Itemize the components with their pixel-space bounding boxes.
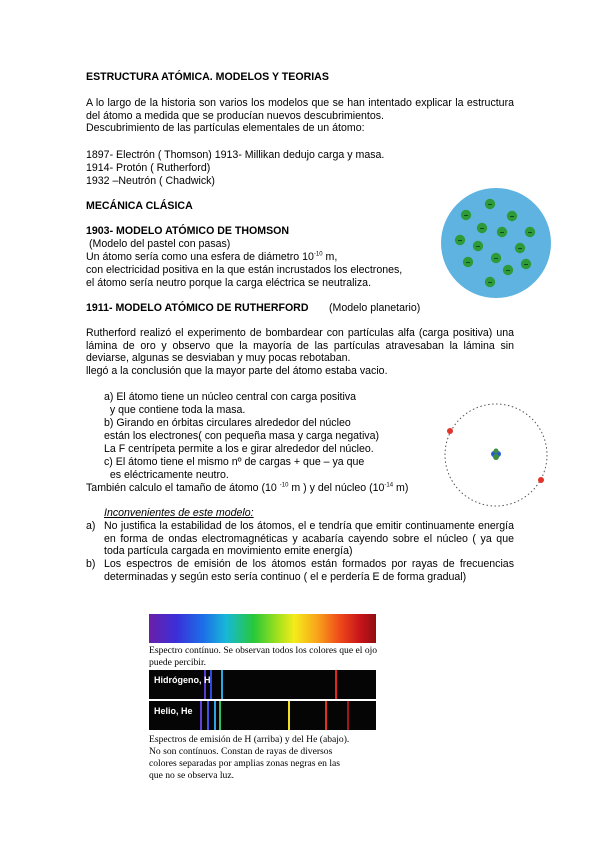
drawback-b-label: b)	[86, 558, 96, 570]
rutherford-point-a-cont: y que contiene toda la masa.	[104, 404, 246, 416]
emission-caption-3: colores separadas por amplias zonas negras en las	[149, 758, 341, 769]
electron-minus-sign: −	[487, 200, 493, 209]
electron-minus-sign: −	[509, 212, 515, 221]
electron-minus-sign: −	[499, 228, 505, 237]
thomson-text-2: con electricidad positiva en la que están incrustados los electrones,	[86, 264, 403, 276]
rutherford-heading: 1911- MODELO ATÓMICO DE RUTHERFORD	[86, 302, 309, 314]
electron-minus-sign: −	[475, 242, 481, 251]
rutherford-point-a: a) El átomo tiene un núcleo central con carga positiva	[104, 391, 357, 403]
hydrogen-label: Hidrógeno, H	[154, 675, 211, 685]
electron-minus-sign: −	[505, 266, 511, 275]
nucleus-size-unit: m)	[393, 482, 409, 494]
thomson-subtitle: (Modelo del pastel con pasas)	[89, 238, 231, 250]
he-line-green	[219, 701, 221, 730]
rutherford-point-b-cont: están los electrones( con pequeña masa y carga negativa)	[104, 430, 380, 442]
drawback-a-text: No justifica la estabilidad de los átomos, el e tendría que emitir continuamente energía en forma de ondas electromagnéticas y acabaría cayendo sobre el núcleo ( ya que toda partícula cargada en movimiento emite energía)	[104, 520, 514, 558]
electron-minus-sign: −	[493, 254, 499, 263]
helium-label: Helio, He	[154, 706, 193, 716]
nucleus	[491, 449, 501, 461]
he-line-violet	[200, 701, 202, 730]
electron-minus-sign: −	[517, 244, 523, 253]
he-line-cyan	[214, 701, 216, 730]
rutherford-experiment-paragraph: Rutherford realizó el experimento de bombardear con partículas alfa (carga positiva) una lámina de oro y observo que la mayoría de las partículas atravesaban la lámina sin deviarse, algunas se desviaban y muy pocas rebotaban.	[86, 327, 514, 365]
emission-caption-4: que no se observa luz.	[149, 770, 234, 781]
intro-paragraph: A lo largo de la historia son varios los modelos que se han intentado explicar la estructura del átomo a medida que se producían nuevos descubrimientos.	[86, 97, 514, 122]
electron-minus-sign: −	[523, 260, 529, 269]
drawback-b-text: Los espectros de emisión de los átomos están formados por rayas de frecuencias determinadas y según esto sería continuo ( el e perdería E de forma gradual)	[104, 558, 514, 583]
rutherford-centripetal: La F centrípeta permite a los e girar alrededor del núcleo.	[104, 443, 374, 455]
electron-minus-sign: −	[527, 228, 533, 237]
atom-size-text: También calculo el tamaño de átomo (10	[86, 482, 280, 494]
discovery-electron: 1897- Electrón ( Thomson) 1913- Millikan dedujo carga y masa.	[86, 149, 385, 161]
rutherford-model-illustration	[442, 401, 550, 509]
electron-minus-sign: −	[457, 236, 463, 245]
drawback-a-label: a)	[86, 520, 96, 532]
drawbacks-heading: Inconvenientes de este modelo:	[104, 507, 254, 519]
electron-minus-sign: −	[487, 278, 493, 287]
nucleus-size-exponent: -14	[384, 482, 394, 489]
electron-minus-sign: −	[463, 211, 469, 220]
discovery-neutron: 1932 –Neutrón ( Chadwick)	[86, 175, 215, 187]
emission-caption-2: No son contínuos. Constan de rayas de diversos	[149, 746, 333, 757]
section-heading-mecanica: MECÁNICA CLÁSICA	[86, 200, 193, 212]
intro-discovery-lead: Descubrimiento de las partículas elementales de un átomo:	[86, 122, 365, 134]
page-title: ESTRUCTURA ATÓMICA. MODELOS Y TEORIAS	[86, 71, 329, 83]
rutherford-point-c-cont: es eléctricamente neutro.	[104, 469, 229, 481]
he-line-yellow	[288, 701, 290, 730]
discovery-proton: 1914- Protón ( Rutherford)	[86, 162, 211, 174]
emission-caption-1: Espectros de emisión de H (arriba) y del He (abajo).	[149, 734, 350, 745]
rutherford-size-line	[86, 482, 408, 495]
h-line-cyan	[221, 670, 223, 699]
thomson-diameter-text: Un átomo sería como una esfera de diámetro 10	[86, 251, 314, 263]
he-line-blue	[207, 701, 209, 730]
h-line-red	[335, 670, 337, 699]
orbiting-electron-left	[447, 428, 453, 434]
rutherford-subtitle: (Modelo planetario)	[329, 302, 421, 314]
he-line-red	[325, 701, 327, 730]
rutherford-point-c: c) El átomo tiene el mismo nº de cargas + que – ya que	[104, 456, 365, 468]
orbiting-electron-right	[538, 477, 544, 483]
rutherford-point-b: b) Girando en órbitas circulares alrededor del núcleo	[104, 417, 351, 429]
thomson-text-1	[86, 251, 337, 264]
electron-minus-sign: −	[479, 224, 485, 233]
thomson-diameter-unit: m,	[322, 251, 338, 263]
continuous-spectrum	[149, 614, 376, 643]
rutherford-conclusion: llegó a la conclusión que la mayor parte del átomo estaba vacio.	[86, 365, 388, 377]
atom-size-exponent: -10	[279, 482, 289, 489]
thomson-heading: 1903- MODELO ATÓMICO DE THOMSON	[86, 225, 290, 237]
he-line-deep-red	[347, 701, 349, 730]
nucleus-size-text: m ) y del núcleo (10	[288, 482, 385, 494]
electron-minus-sign: −	[465, 258, 471, 267]
thomson-text-3: el átomo sería neutro porque la carga eléctrica se neutraliza.	[86, 277, 372, 289]
thomson-model-illustration	[438, 185, 554, 301]
thomson-diameter-exponent: -10	[313, 251, 323, 258]
continuous-spectrum-caption: Espectro contínuo. Se observan todos los colores que el ojo puede percibir.	[149, 645, 378, 668]
